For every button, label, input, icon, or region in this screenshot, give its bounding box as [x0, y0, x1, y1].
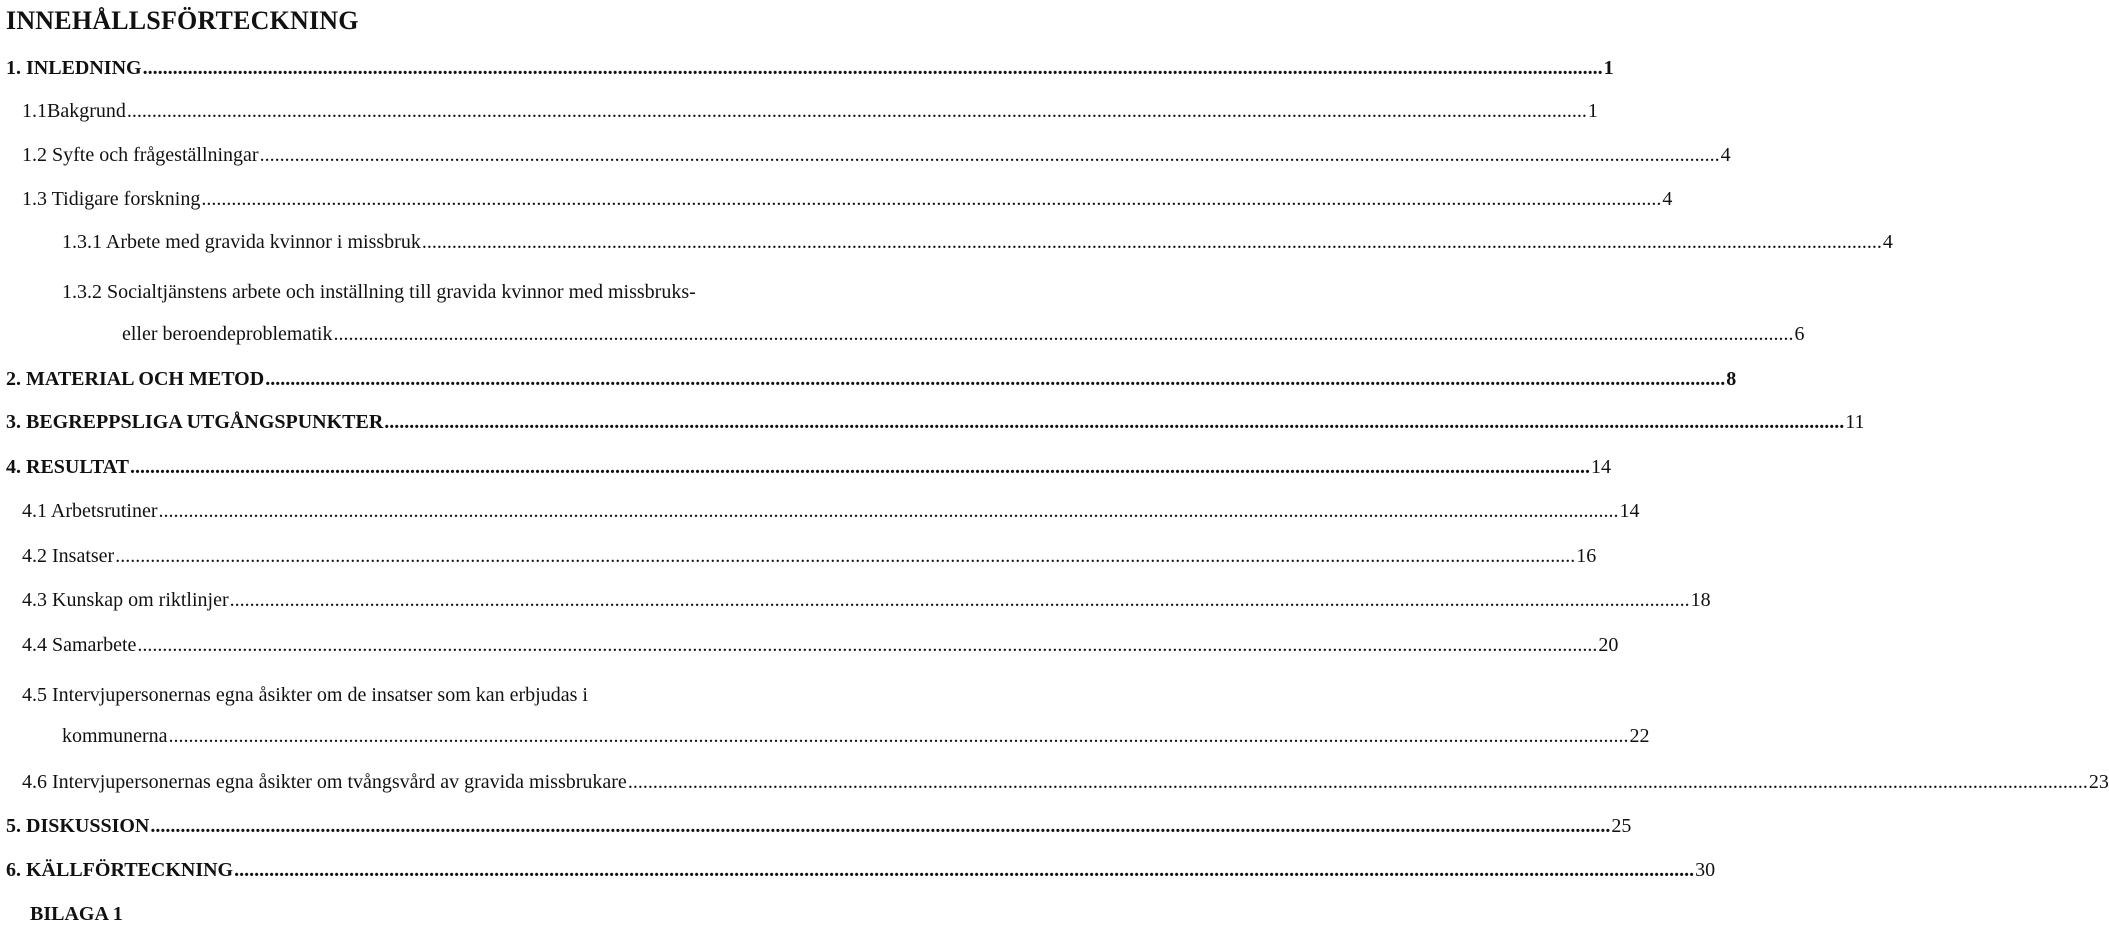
toc-entry-page: 4 — [1662, 188, 1673, 210]
toc-entry-text: 2. MATERIAL OCH METOD — [6, 368, 265, 390]
toc-entry-text: 1.1Bakgrund — [22, 100, 126, 122]
toc-leader-dots — [628, 771, 2088, 794]
toc-entry-page: 4 — [1882, 231, 1893, 253]
toc-entry-text: 4.2 Insatser — [22, 545, 115, 567]
toc-leader-dots — [333, 323, 1793, 346]
toc-entry-1-3-1[interactable] — [62, 231, 1893, 257]
toc-entry-page: 25 — [1611, 815, 1632, 837]
toc-leader-dots — [201, 188, 1661, 211]
toc-leader-dots — [234, 859, 1694, 882]
toc-leader-dots — [137, 634, 1597, 657]
toc-entry-page: 8 — [1726, 368, 1737, 390]
toc-leader-dots — [159, 500, 1619, 523]
toc-leader-dots — [422, 231, 1882, 254]
toc-entry-1-1[interactable] — [22, 100, 1598, 126]
toc-entry-page: 14 — [1619, 500, 1640, 522]
toc-entry-1-3[interactable] — [22, 188, 1673, 214]
toc-leader-dots — [384, 411, 1844, 434]
toc-entry-page: 22 — [1629, 725, 1650, 747]
toc-entry-1-3-2[interactable] — [122, 323, 1805, 349]
toc-leader-dots — [143, 57, 1603, 80]
toc-leader-dots — [169, 725, 1629, 748]
toc-entry-page: 4 — [1720, 144, 1731, 166]
toc-entry-6[interactable] — [6, 859, 1716, 885]
toc-entry-text: 4. RESULTAT — [6, 456, 130, 478]
toc-entry-1[interactable] — [6, 57, 1614, 83]
toc-leader-dots — [260, 144, 1720, 167]
toc-entry-page: 18 — [1690, 589, 1711, 611]
toc-entry-1-3-2-line1[interactable]: 1.3.2 Socialtjänstens arbete och inställning till gravida kvinnor med missbruks- — [62, 281, 696, 303]
toc-entry-page: 1 — [1603, 57, 1614, 79]
toc-leader-dots — [230, 589, 1690, 612]
toc-entry-text: 1. INLEDNING — [6, 57, 142, 79]
toc-entry-text: 4.4 Samarbete — [22, 634, 137, 656]
toc-entry-page: 20 — [1598, 634, 1619, 656]
toc-entry-text: 6. KÄLLFÖRTECKNING — [6, 859, 234, 881]
toc-entry-page: 11 — [1845, 411, 1865, 433]
toc-entry-4[interactable] — [6, 456, 1612, 482]
toc-entry-text: eller beroendeproblematik — [122, 323, 333, 345]
toc-leader-dots — [130, 456, 1590, 479]
toc-entry-page: 6 — [1794, 323, 1805, 345]
toc-entry-4-2[interactable] — [22, 545, 1597, 571]
toc-entry-4-5-line1[interactable]: 4.5 Intervjupersonernas egna åsikter om de insatser som kan erbjudas i — [22, 684, 588, 706]
toc-leader-dots — [265, 368, 1725, 391]
toc-entry-4-4[interactable] — [22, 634, 1619, 660]
toc-entry-3[interactable] — [6, 411, 1865, 437]
toc-entry-text: 1.3 Tidigare forskning — [22, 188, 201, 210]
toc-entry-4-1[interactable] — [22, 500, 1640, 526]
toc-entry-text: 4.3 Kunskap om riktlinjer — [22, 589, 229, 611]
toc-entry-text: 3. BEGREPPSLIGA UTGÅNGSPUNKTER — [6, 411, 384, 433]
toc-leader-dots — [150, 815, 1610, 838]
toc-entry-1-2[interactable] — [22, 144, 1731, 170]
toc-entry-text: 1.2 Syfte och frågeställningar — [22, 144, 259, 166]
toc-leader-dots — [115, 545, 1575, 568]
toc-entry-text: 5. DISKUSSION — [6, 815, 150, 837]
toc-entry-text: 4.1 Arbetsrutiner — [22, 500, 158, 522]
toc-entry-text: 4.6 Intervjupersonernas egna åsikter om tvångsvård av gravida missbrukare — [22, 771, 627, 793]
toc-entry-page: 30 — [1695, 859, 1716, 881]
toc-entry-5[interactable] — [6, 815, 1632, 841]
toc-entry-text: kommunerna — [62, 725, 168, 747]
toc-appendix[interactable]: BILAGA 1 — [30, 903, 123, 925]
toc-entry-text: 1.3.1 Arbete med gravida kvinnor i missbruk — [62, 231, 421, 253]
toc-entry-page: 1 — [1587, 100, 1598, 122]
toc-entry-page: 14 — [1591, 456, 1612, 478]
toc-entry-page: 16 — [1576, 545, 1597, 567]
toc-entry-page: 23 — [2088, 771, 2109, 793]
toc-leader-dots — [127, 100, 1587, 123]
toc-entry-4-6[interactable] — [22, 771, 2109, 797]
toc-entry-2[interactable] — [6, 368, 1737, 394]
toc-entry-4-3[interactable] — [22, 589, 1711, 615]
toc-entry-4-5[interactable] — [62, 725, 1650, 751]
toc-title: INNEHÅLLSFÖRTECKNING — [6, 6, 359, 35]
